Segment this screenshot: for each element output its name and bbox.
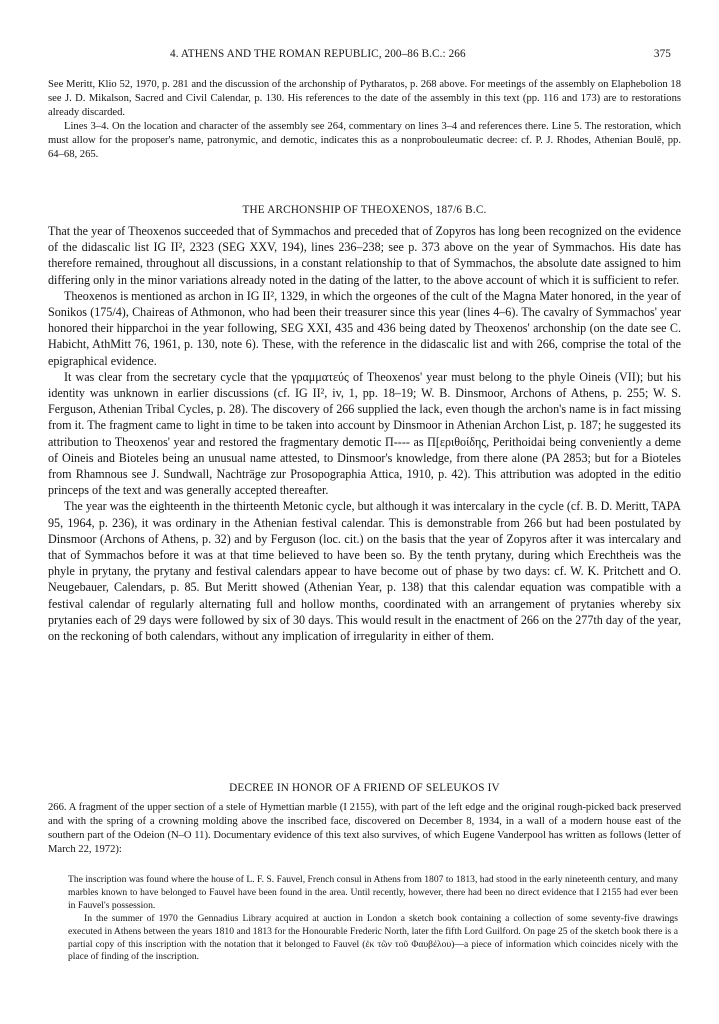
note-paragraph-2: Lines 3–4. On the location and character of the assembly see 264, commentary on lines 3–4 and references there. Line 5. The restoration, which must allow for the proposer's name, patronymic, and demotic, indicates this as a nonprobouleumatic decree: cf. P. J. Rhodes, Athenian Boulē, pp. 64–68, 265. [48,121,681,160]
note-paragraph-1: See Meritt, Klio 52, 1970, p. 281 and the discussion of the archonship of Pytharatos, p. 268 above. For meetings of the assembly on Elaphebolion 18 see J. D. Mikalson, Sacred and Civil Calendar, p. 130. His references to the date of the assembly in this text (pp. 116 and 173) are to restorations already discarded. [48,79,681,118]
section-heading-archonship: THE ARCHONSHIP OF THEOXENOS, 187/6 B.C. [242,204,487,216]
body-paragraph-4: The year was the eighteenth in the thirteenth Metonic cycle, but although it was intercalary in the cycle (cf. B. D. Meritt, TAPA 95, 1964, p. 236), it was ordinary in the Athenian festival calendar. This is demonstrable from 266 but had been postulated by Dinsmoor (Archons of Athens, p. 32) and by Ferguson (loc. cit.) on the basis that the year of Zopyros after it was intercalary and that of Symmachos before it was at that time believed to have been so. By the tenth prytany, during which Erechtheis was the phyle in prytany, the prytany and festival calendars appear to have become out of phase by two days: cf. W. K. Pritchett and O. Neugebauer, Calendars, p. 85. But Meritt showed (Athenian Year, p. 138) that this calendar equation was compatible with a festival calendar of regularly alternating full and hollow months, coordinated with an arrangement of prytanies whereby six prytanies each of 29 days were followed by six of 30 days. This would result in the enactment of 266 on the 277th day of the year, on the reckoning of both calendars, without any implication of irregularity in either of them. [48,499,681,644]
quotation-paragraph-1: The inscription was found where the house of L. F. S. Fauvel, French consul in Athens from 1807 to 1813, had stood in the early nineteenth century, and many marbles known to have belonged to Fauvel have been found in the area. Until recently, however, there had been no direct evidence that I 2155 had ever been in Fauvel's possession. [68,874,678,911]
body-paragraph-3: It was clear from the secretary cycle that the γραμματεύς of Theoxenos' year must belong to the phyle Oineis (VII); but his identity was unknown in earlier discussions (cf. IG II², iv, 1, pp. 18–19; W. B. Dinsmoor, Archons of Athens, p. 255; W. S. Ferguson, Athenian Tribal Cycles, p. 28). The discovery of 266 supplied the lack, even though the archon's name is in fact missing from it. The fragment came to light in time to be taken into account by Dinsmoor in Athenian Archon List, p. 187; he suggested its attribution to Theoxenos' year and restored the fragmentary demotic Π---- as Π[εριθοίδης, Perithoidai being conveniently a deme of Oineis and Bioteles being an unusual name attested, to Dinsmoor's knowledge, from there alone (PA 2853; but for a Bioteles from Rhamnous see J. Sundwall, Nachträge zur Prosopographia Attica, 1910, p. 42). This attribution was adopted in the editio princeps of the text and was generally accepted thereafter. [48,369,681,498]
body-paragraph-1: That the year of Theoxenos succeeded that of Symmachos and preceded that of Zopyros has long been recognized on the evidence of the didascalic list IG II², 2323 (SEG XXV, 194), lines 236–238; see p. 373 above on the year of Symmachos. His date has therefore remained, throughout all discussions, in a constant relationship to that of Symmachos, the absolute date assigned to him differing only in the minor variations already noted in the dating of the latter, to the above account of which it is sufficient to refer. [48,224,681,287]
decree-entry [48,801,681,857]
archonship-section-body [48,223,681,644]
page-number: 375 [653,48,671,60]
decree-description: 266. A fragment of the upper section of a stele of Hymettian marble (I 2155), with part of the left edge and the original rough-picked back preserved and with the spring of a crowning molding above the inscribed face, discovered on December 8, 1934, in a wall of a modern house east of the southern part of the Odeion (N–O 11). Documentary evidence of this text also survives, of which Eugene Vanderpool has written as follows (letter of March 22, 1972): [48,802,681,855]
commentary-notes [48,78,681,162]
running-title: 4. ATHENS AND THE ROMAN REPUBLIC, 200–86 B.C.: 266 [170,48,466,60]
section-heading-decree: DECREE IN HONOR OF A FRIEND OF SELEUKOS IV [229,782,500,794]
page-header [170,48,671,64]
vanderpool-quotation [68,874,678,964]
body-paragraph-2: Theoxenos is mentioned as archon in IG II², 1329, in which the orgeones of the cult of the Magna Mater honored, in the year of Sonikos (175/4), Chaireas of Athmonon, who had been their treasurer since this year (lines 4–6). The cavalry of Symmachos' year honored their hipparchoi in the year following, SEG XXI, 435 and 436 being dated by Theoxenos' archonship (on the date see C. Habicht, AthMitt 76, 1961, p. 130, note 6). These, with the reference in the didascalic list and with 266, comprise the total of the epigraphical evidence. [48,288,681,368]
quotation-paragraph-2: In the summer of 1970 the Gennadius Library acquired at auction in London a sketch book containing a collection of some seventy-five drawings executed in Athens between the years 1810 and 1813 for the Honourable Frederic North, later the fifth Lord Guilford. On page 25 of the sketch book there is a partial copy of this inscription with the notation that it belonged to Fauvel (ἐκ τῶν τοῦ Φαυβέλου)—a piece of information which coincides nicely with the place of finding of the inscription. [68,912,678,963]
